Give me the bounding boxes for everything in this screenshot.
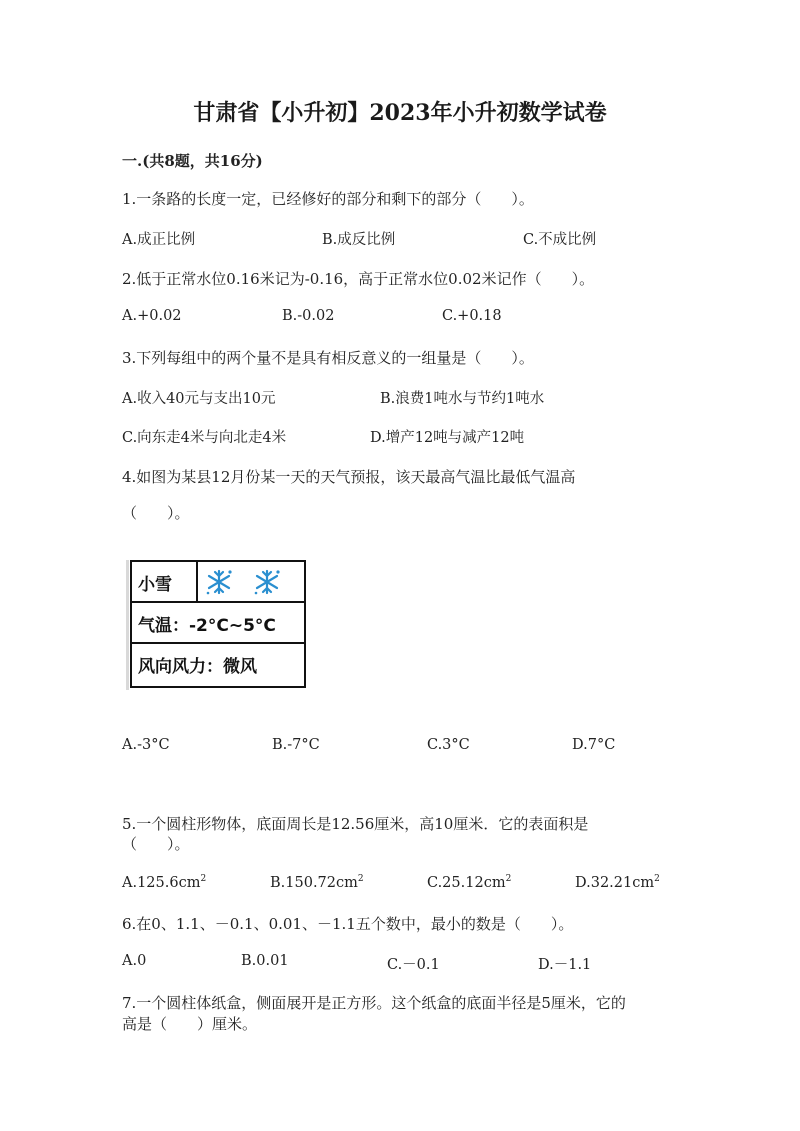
option-text: C.25.12cm xyxy=(427,874,506,891)
question-1-stem: 1.一条路的长度一定，已经修好的部分和剩下的部分（ ）。 xyxy=(122,190,534,208)
weather-row-condition xyxy=(132,562,304,603)
weather-card xyxy=(130,560,306,688)
question-5-option-c xyxy=(427,874,511,891)
question-5-option-d xyxy=(575,874,660,891)
snowflake-icon xyxy=(252,568,282,596)
question-4-option-a: A.-3°C xyxy=(122,737,170,753)
weather-condition-label: 小雪 xyxy=(138,575,172,595)
question-7-stem-line2: 高是（ ）厘米。 xyxy=(122,1015,258,1033)
question-1-option-a: A.成正比例 xyxy=(122,232,196,248)
question-6-option-d: D.－1.1 xyxy=(538,957,592,973)
question-2-option-c: C.+0.18 xyxy=(442,308,502,324)
card-shadow xyxy=(126,560,129,690)
question-3-option-d: D.增产12吨与减产12吨 xyxy=(370,430,525,446)
question-2-option-b: B.-0.02 xyxy=(282,308,335,324)
question-5-option-b xyxy=(270,874,364,891)
question-3-option-c: C.向东走4米与向北走4米 xyxy=(122,430,287,446)
unit-superscript: 2 xyxy=(654,874,660,884)
question-1-option-b: B.成反比例 xyxy=(322,232,396,248)
question-7-stem-line1: 7.一个圆柱体纸盒，侧面展开是正方形。这个纸盒的底面半径是5厘米，它的 xyxy=(122,994,626,1012)
question-6-option-c: C.－0.1 xyxy=(387,957,440,973)
weather-wind-label: 风向风力：微风 xyxy=(138,657,257,677)
page-title: 甘肃省【小升初】2023年小升初数学试卷 xyxy=(193,100,607,126)
question-4-option-c: C.3°C xyxy=(427,737,470,753)
option-text: A.125.6cm xyxy=(122,874,201,891)
weather-temperature-label: 气温：-2°C~5°C xyxy=(138,616,276,636)
question-6-stem: 6.在0、1.1、－0.1、0.01、－1.1五个数中，最小的数是（ ）。 xyxy=(122,915,574,933)
question-5-option-a xyxy=(122,874,206,891)
question-2-option-a: A.+0.02 xyxy=(122,308,182,324)
question-3-option-b: B.浪费1吨水与节约1吨水 xyxy=(380,391,545,407)
weather-divider xyxy=(196,562,198,601)
section-heading: 一.(共8题，共16分) xyxy=(122,152,263,170)
question-6-option-a: A.0 xyxy=(122,953,147,969)
question-4-option-d: D.7°C xyxy=(572,737,616,753)
snowflake-icon xyxy=(204,568,234,596)
question-6-option-b: B.0.01 xyxy=(241,953,289,969)
unit-superscript: 2 xyxy=(200,874,207,884)
question-5-stem-line2: （ ）。 xyxy=(122,835,190,853)
unit-superscript: 2 xyxy=(357,874,364,884)
unit-superscript: 2 xyxy=(505,874,512,884)
option-text: D.32.21cm xyxy=(575,874,655,891)
question-3-option-a: A.收入40元与支出10元 xyxy=(122,391,276,407)
weather-row-wind xyxy=(132,644,304,685)
question-4-stem-line1: 4.如图为某县12月份某一天的天气预报，该天最高气温比最低气温高 xyxy=(122,468,576,486)
weather-row-temperature xyxy=(132,603,304,644)
option-text: B.150.72cm xyxy=(270,874,358,891)
question-5-stem-line1: 5.一个圆柱形物体，底面周长是12.56厘米，高10厘米．它的表面积是 xyxy=(122,815,589,833)
question-4-option-b: B.-7°C xyxy=(272,737,320,753)
question-1-option-c: C.不成比例 xyxy=(523,232,597,248)
question-4-stem-line2: （ ）。 xyxy=(122,504,190,522)
question-2-stem: 2.低于正常水位0.16米记为-0.16，高于正常水位0.02米记作（ ）。 xyxy=(122,270,595,288)
question-3-stem: 3.下列每组中的两个量不是具有相反意义的一组量是（ ）。 xyxy=(122,349,534,367)
